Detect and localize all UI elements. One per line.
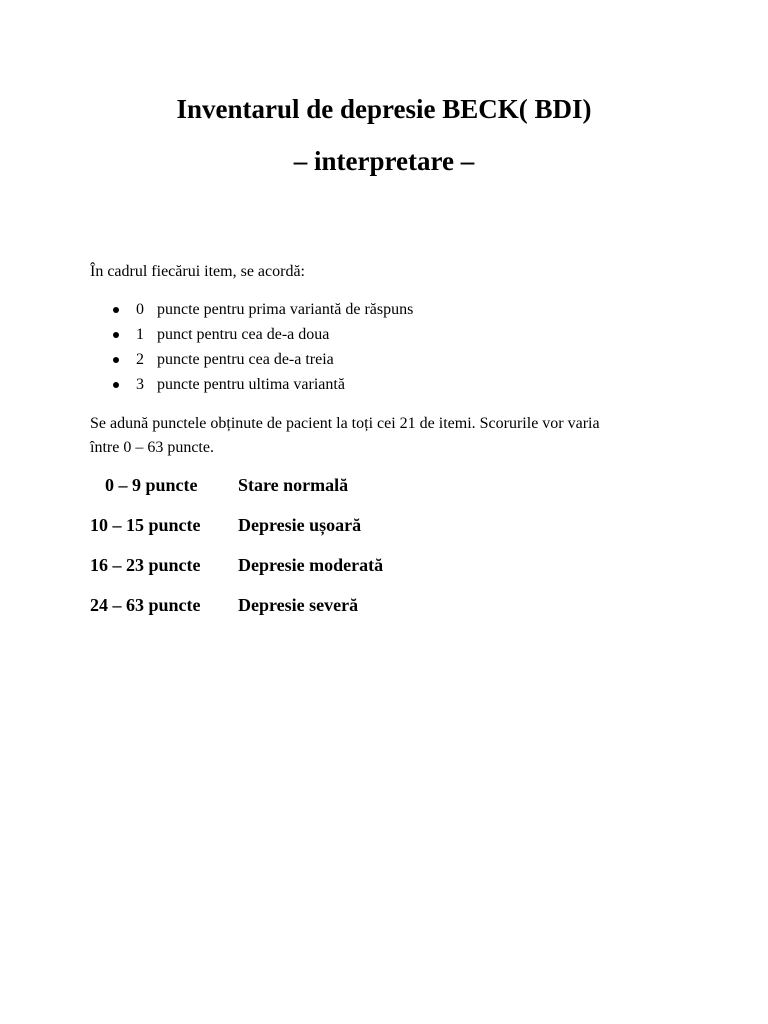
item-text: puncte pentru cea de-a treia bbox=[157, 351, 334, 368]
list-item bbox=[90, 372, 413, 397]
paragraph-line: între 0 – 63 puncte. bbox=[90, 439, 214, 456]
item-points: 0 bbox=[136, 301, 144, 318]
bullet-icon bbox=[113, 332, 119, 338]
score-range: 10 – 15 puncte bbox=[90, 515, 201, 535]
score-label: Depresie ușoară bbox=[238, 515, 362, 535]
item-text: puncte pentru ultima variantă bbox=[157, 376, 345, 393]
score-interpretation-table bbox=[90, 472, 383, 632]
bullet-icon bbox=[113, 382, 119, 388]
scoring-list bbox=[90, 297, 413, 397]
item-points: 2 bbox=[136, 351, 144, 368]
document-subtitle: – interpretare – bbox=[293, 146, 475, 176]
score-label: Depresie moderată bbox=[238, 555, 384, 575]
score-range: 24 – 63 puncte bbox=[90, 595, 201, 615]
item-text: punct pentru cea de-a doua bbox=[157, 326, 330, 343]
score-label: Stare normală bbox=[238, 475, 349, 495]
bullet-icon bbox=[113, 357, 119, 363]
bullet-icon bbox=[113, 307, 119, 313]
list-item bbox=[90, 322, 413, 347]
item-points: 1 bbox=[136, 326, 144, 343]
score-row bbox=[90, 512, 383, 552]
summary-paragraph bbox=[90, 412, 670, 460]
score-row bbox=[90, 592, 383, 632]
list-item bbox=[90, 297, 413, 322]
score-row bbox=[90, 472, 383, 512]
score-row bbox=[90, 552, 383, 592]
item-points: 3 bbox=[136, 376, 144, 393]
list-item bbox=[90, 347, 413, 372]
document-title: Inventarul de depresie BECK( BDI) bbox=[176, 94, 592, 124]
score-range: 0 – 9 puncte bbox=[105, 475, 198, 495]
item-text: puncte pentru prima variantă de răspuns bbox=[157, 301, 414, 318]
paragraph-line: Se adună punctele obținute de pacient la toți cei 21 de itemi. Scorurile vor varia bbox=[90, 415, 600, 432]
intro-text: În cadrul fiecărui item, se acordă: bbox=[90, 263, 305, 280]
score-range: 16 – 23 puncte bbox=[90, 555, 201, 575]
score-label: Depresie severă bbox=[238, 595, 359, 615]
